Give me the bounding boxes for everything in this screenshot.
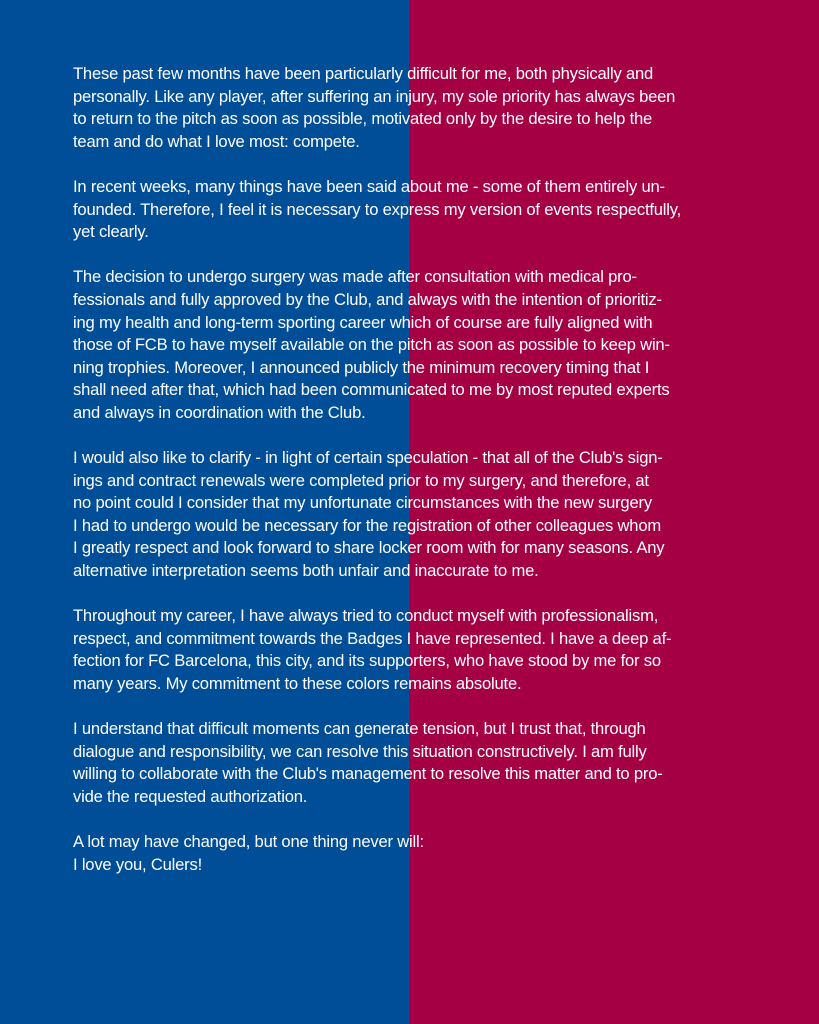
text-line: I love you, Culers!: [73, 854, 203, 874]
text-line: alternative interpretation seems both unfair and inaccurate to me.: [73, 561, 539, 581]
text-line: and always in coordination with the Club.: [73, 402, 366, 422]
text-line: A lot may have changed, but one thing never will:: [73, 832, 424, 852]
paragraph-2: [73, 176, 763, 244]
text-line: many years. My commitment to these colors remains absolute.: [73, 674, 522, 694]
paragraph-5: [73, 605, 763, 695]
text-line: I had to undergo would be necessary for the registration of other colleagues whom: [73, 515, 661, 535]
text-line: The decision to undergo surgery was made after consultation with medical pro-: [73, 267, 637, 287]
text-line: ings and contract renewals were completed prior to my surgery, and therefore, at: [73, 470, 649, 490]
text-line: to return to the pitch as soon as possible, motivated only by the desire to help the: [73, 109, 653, 129]
text-line: I would also like to clarify - in light of certain speculation - that all of the Club's sign-: [73, 448, 663, 468]
text-line: vide the requested authorization.: [73, 787, 308, 806]
text-line: I understand that difficult moments can generate tension, but I trust that, through: [73, 719, 646, 739]
text-line: I greatly respect and look forward to share locker room with for many seasons. Any: [73, 538, 665, 558]
text-line: personally. Like any player, after suffering an injury, my sole priority has always been: [73, 86, 676, 106]
text-line: founded. Therefore, I feel it is necessary to express my version of events respectfully,: [73, 199, 682, 219]
text-line: dialogue and responsibility, we can resolve this situation constructively. I am fully: [73, 741, 647, 761]
text-line: Throughout my career, I have always tried to conduct myself with professionalism,: [73, 606, 659, 626]
text-line: ning trophies. Moreover, I announced publicly the minimum recovery timing that I: [73, 357, 650, 377]
text-line: no point could I consider that my unfortunate circumstances with the new surgery: [73, 493, 652, 513]
text-line: respect, and commitment towards the Badges I have represented. I have a deep af-: [73, 628, 672, 648]
paragraph-6: [73, 718, 763, 808]
paragraph-1: [73, 63, 763, 153]
text-line: yet clearly.: [73, 222, 149, 242]
text-line: These past few months have been particularly difficult for me, both physically and: [73, 64, 654, 83]
text-line: team and do what I love most: compete.: [73, 131, 360, 151]
paragraph-4: [73, 447, 763, 583]
paragraph-3: [73, 266, 763, 424]
text-line: shall need after that, which had been communicated to me by most reputed experts: [73, 380, 670, 400]
text-line: ing my health and long-term sporting career which of course are fully aligned with: [73, 312, 653, 332]
paragraph-7: [73, 831, 763, 876]
statement-text: [73, 63, 763, 899]
text-line: fessionals and fully approved by the Club, and always with the intention of prioritiz-: [73, 289, 662, 309]
text-line: fection for FC Barcelona, this city, and its supporters, who have stood by me for so: [73, 651, 661, 671]
text-line: those of FCB to have myself available on the pitch as soon as possible to keep win-: [73, 335, 670, 355]
text-line: willing to collaborate with the Club's management to resolve this matter and to pro-: [73, 764, 663, 784]
text-line: In recent weeks, many things have been said about me - some of them entirely un-: [73, 176, 665, 196]
